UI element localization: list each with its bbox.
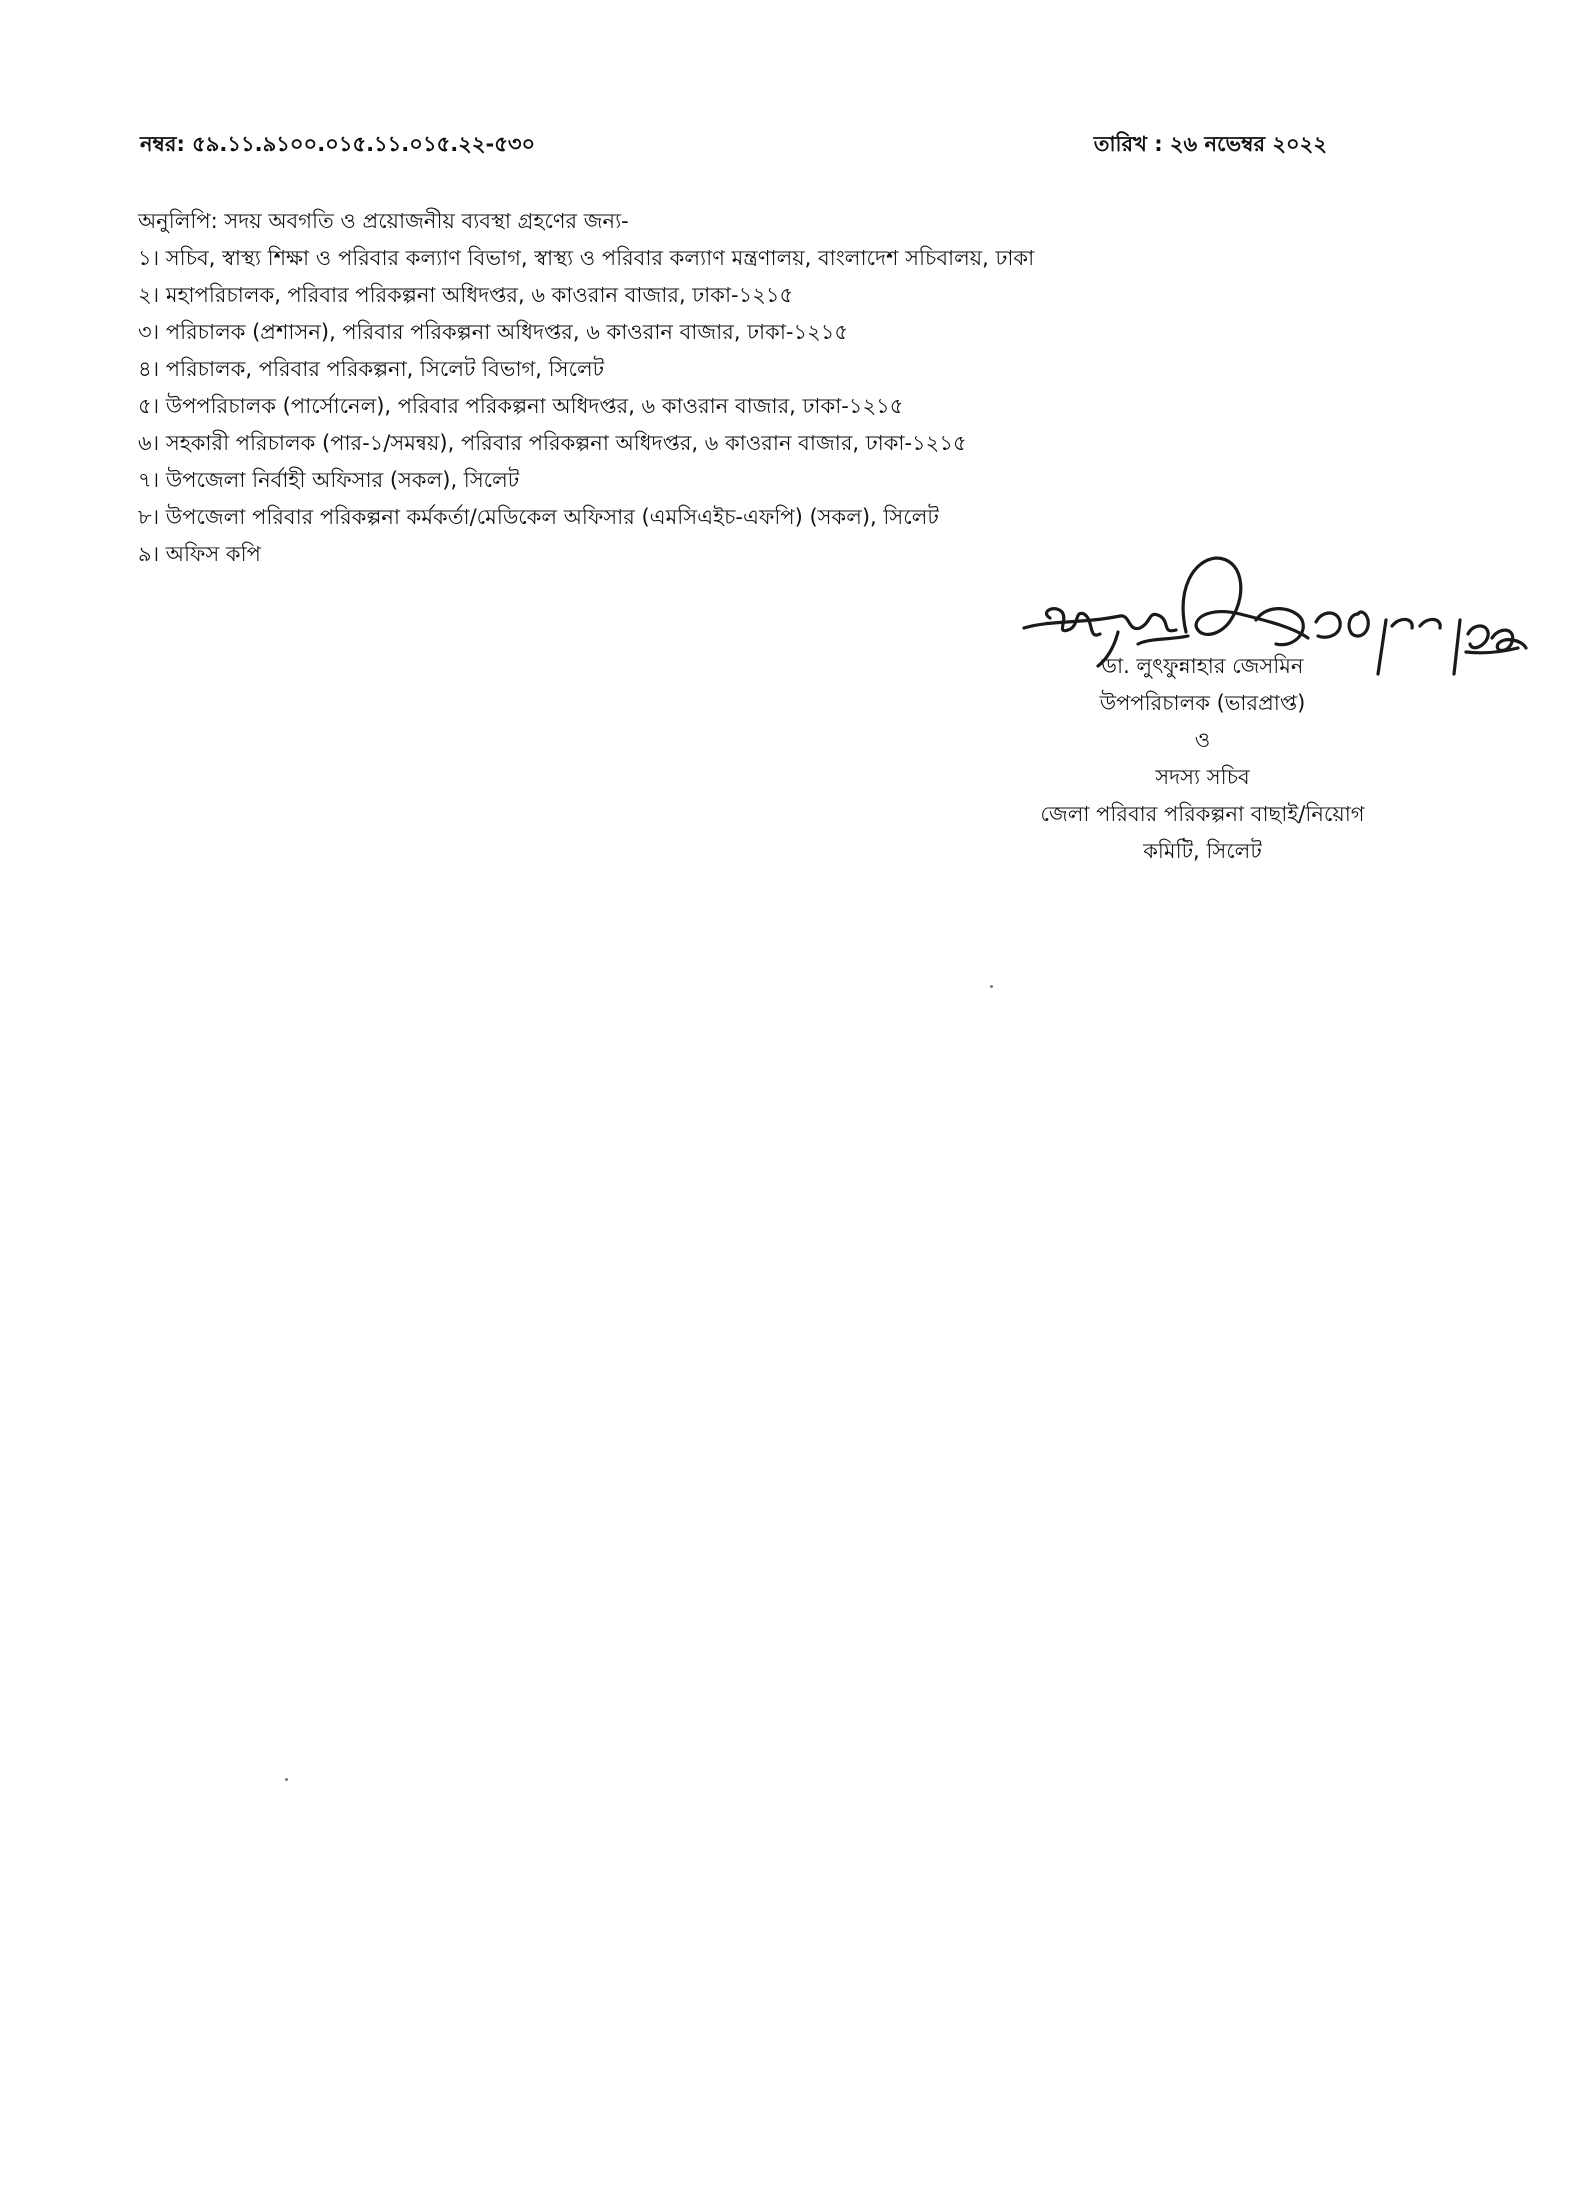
signatory-conjunction: ও xyxy=(1194,728,1211,752)
signatory-role: সদস্য সচিব xyxy=(1155,765,1250,789)
scan-speck xyxy=(285,1778,288,1781)
list-item: ৬। সহকারী পরিচালক (পার-১/সমন্বয়), পরিবার পরিকল্পনা অধিদপ্তর, ৬ কাওরান বাজার, ঢাকা-১২১৫ xyxy=(138,431,967,455)
list-item: ২। মহাপরিচালক, পরিবার পরিকল্পনা অধিদপ্তর, ৬ কাওরান বাজার, ঢাকা-১২১৫ xyxy=(138,283,794,307)
signatory-name: ডা. লুৎফুন্নাহার জেসমিন xyxy=(1101,654,1304,678)
scan-speck xyxy=(990,985,993,988)
memo-number: নম্বর: ৫৯.১১.৯১০০.০১৫.১১.০১৫.২২-৫৩০ xyxy=(140,132,536,156)
list-item: ১। সচিব, স্বাস্থ্য শিক্ষা ও পরিবার কল্যাণ বিভাগ, স্বাস্থ্য ও পরিবার কল্যাণ মন্ত্রণালয়, বাংলাদেশ সচিবালয়, ঢাকা xyxy=(138,246,1035,270)
list-item: ৪। পরিচালক, পরিবার পরিকল্পনা, সিলেট বিভাগ, সিলেট xyxy=(138,357,605,381)
list-item: ৫। উপপরিচালক (পার্সোনেল), পরিবার পরিকল্পনা অধিদপ্তর, ৬ কাওরান বাজার, ঢাকা-১২১৫ xyxy=(138,394,904,418)
signatory-designation: উপপরিচালক (ভারপ্রাপ্ত) xyxy=(1099,691,1306,715)
copy-distribution-block xyxy=(138,203,1338,573)
committee-line-2: কমিটি, সিলেট xyxy=(1143,839,1262,863)
list-item: ৯। অফিস কপি xyxy=(138,542,261,566)
handwritten-signature xyxy=(1010,548,1530,718)
committee-line-1: জেলা পরিবার পরিকল্পনা বাছাই/নিয়োগ xyxy=(1040,802,1365,826)
list-item: ৮। উপজেলা পরিবার পরিকল্পনা কর্মকর্তা/মেডিকেল অফিসার (এমসিএইচ-এফপি) (সকল), সিলেট xyxy=(138,505,939,529)
memo-date: তারিখ : ২৬ নভেম্বর ২০২২ xyxy=(1093,132,1327,156)
copy-heading: অনুলিপি: সদয় অবগতি ও প্রয়োজনীয় ব্যবস্থা গ্রহণের জন্য- xyxy=(138,209,629,233)
copy-list xyxy=(138,240,1338,573)
list-item: ৭। উপজেলা নির্বাহী অফিসার (সকল), সিলেট xyxy=(138,468,520,492)
list-item: ৩। পরিচালক (প্রশাসন), পরিবার পরিকল্পনা অধিদপ্তর, ৬ কাওরান বাজার, ঢাকা-১২১৫ xyxy=(138,320,849,344)
